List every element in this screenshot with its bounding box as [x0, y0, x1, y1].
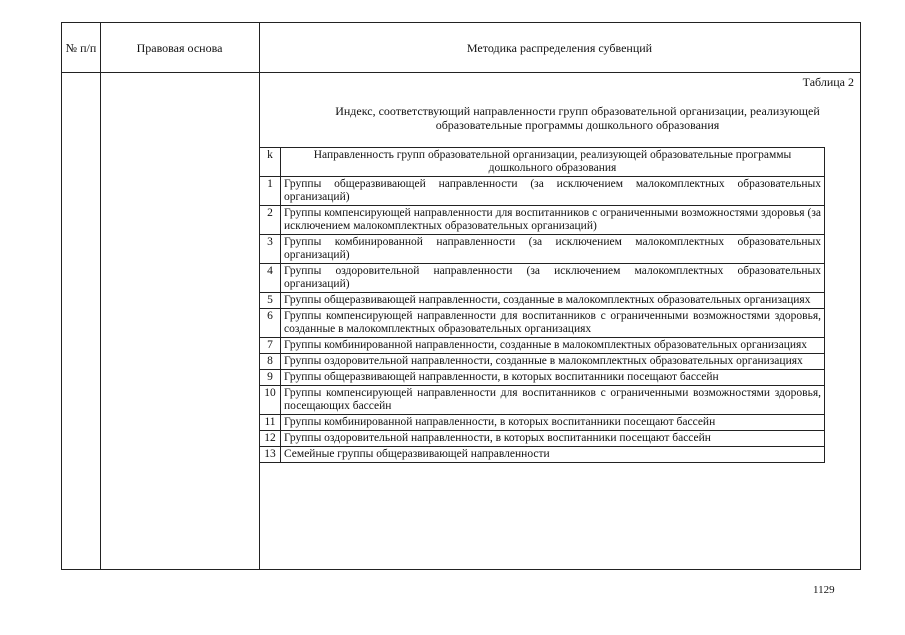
row-group-type: Группы компенсирующей направленности для воспитанников с ограниченными возможностями здоровья, созданные в малокомплектных образовательных организациях [281, 309, 825, 338]
table-row [260, 264, 825, 293]
row-group-type: Группы оздоровительной направленности (за исключением малокомплектных образовательных организаций) [281, 264, 825, 293]
row-group-type: Группы общеразвивающей направленности, в которых воспитанники посещают бассейн [281, 370, 825, 386]
header-col-methodology: Методика распределения субвенций [466, 40, 653, 55]
table-row [260, 206, 825, 235]
row-index-k: 5 [260, 293, 281, 309]
table-row [260, 293, 825, 309]
row-group-type: Группы общеразвивающей направленности, созданные в малокомплектных образовательных организациях [281, 293, 825, 309]
row-group-type: Группы общеразвивающей направленности (за исключением малокомплектных образовательных организаций) [281, 177, 825, 206]
row-index-k: 2 [260, 206, 281, 235]
index-table-header-row [260, 148, 825, 177]
row-index-k: 3 [260, 235, 281, 264]
row-index-k: 13 [260, 447, 281, 463]
page-number: 1129 [813, 584, 835, 596]
table-caption: Индекс, соответствующий направленности групп образовательной организации, реализующей образовательные программы дошкольного образования [335, 104, 820, 132]
index-table-header-k: k [260, 148, 281, 177]
main-table-frame [61, 22, 861, 570]
row-index-k: 7 [260, 338, 281, 354]
table-label: Таблица 2 [802, 75, 854, 89]
index-table [259, 147, 825, 463]
table-row [260, 415, 825, 431]
row-index-k: 9 [260, 370, 281, 386]
table-row [260, 338, 825, 354]
table-row [260, 370, 825, 386]
header-col-number: № п/п [65, 40, 97, 55]
table-row [260, 177, 825, 206]
row-group-type: Группы оздоровительной направленности, созданные в малокомплектных образовательных организациях [281, 354, 825, 370]
row-index-k: 8 [260, 354, 281, 370]
index-table-header-text: Направленность групп образовательной организации, реализующей образовательные программы дошкольного образования [281, 148, 825, 177]
row-index-k: 11 [260, 415, 281, 431]
row-group-type: Группы компенсирующей направленности для воспитанников с ограниченными возможностями здоровья (за исключением малокомплектных образовательных организаций) [281, 206, 825, 235]
row-group-type: Группы комбинированной направленности, созданные в малокомплектных образовательных организациях [281, 338, 825, 354]
row-index-k: 4 [260, 264, 281, 293]
table-row [260, 235, 825, 264]
row-index-k: 6 [260, 309, 281, 338]
row-group-type: Группы комбинированной направленности, в которых воспитанники посещают бассейн [281, 415, 825, 431]
row-group-type: Семейные группы общеразвивающей направленности [281, 447, 825, 463]
table-row [260, 309, 825, 338]
row-index-k: 12 [260, 431, 281, 447]
row-group-type: Группы оздоровительной направленности, в которых воспитанники посещают бассейн [281, 431, 825, 447]
row-group-type: Группы комбинированной направленности (за исключением малокомплектных образовательных организаций) [281, 235, 825, 264]
column-divider-1 [100, 23, 101, 569]
row-index-k: 10 [260, 386, 281, 415]
row-index-k: 1 [260, 177, 281, 206]
table-row [260, 431, 825, 447]
table-row [260, 447, 825, 463]
header-divider [62, 72, 860, 73]
table-row [260, 354, 825, 370]
row-group-type: Группы компенсирующей направленности для воспитанников с ограниченными возможностями здоровья, посещающих бассейн [281, 386, 825, 415]
header-col-legal-basis: Правовая основа [136, 40, 223, 55]
table-row [260, 386, 825, 415]
